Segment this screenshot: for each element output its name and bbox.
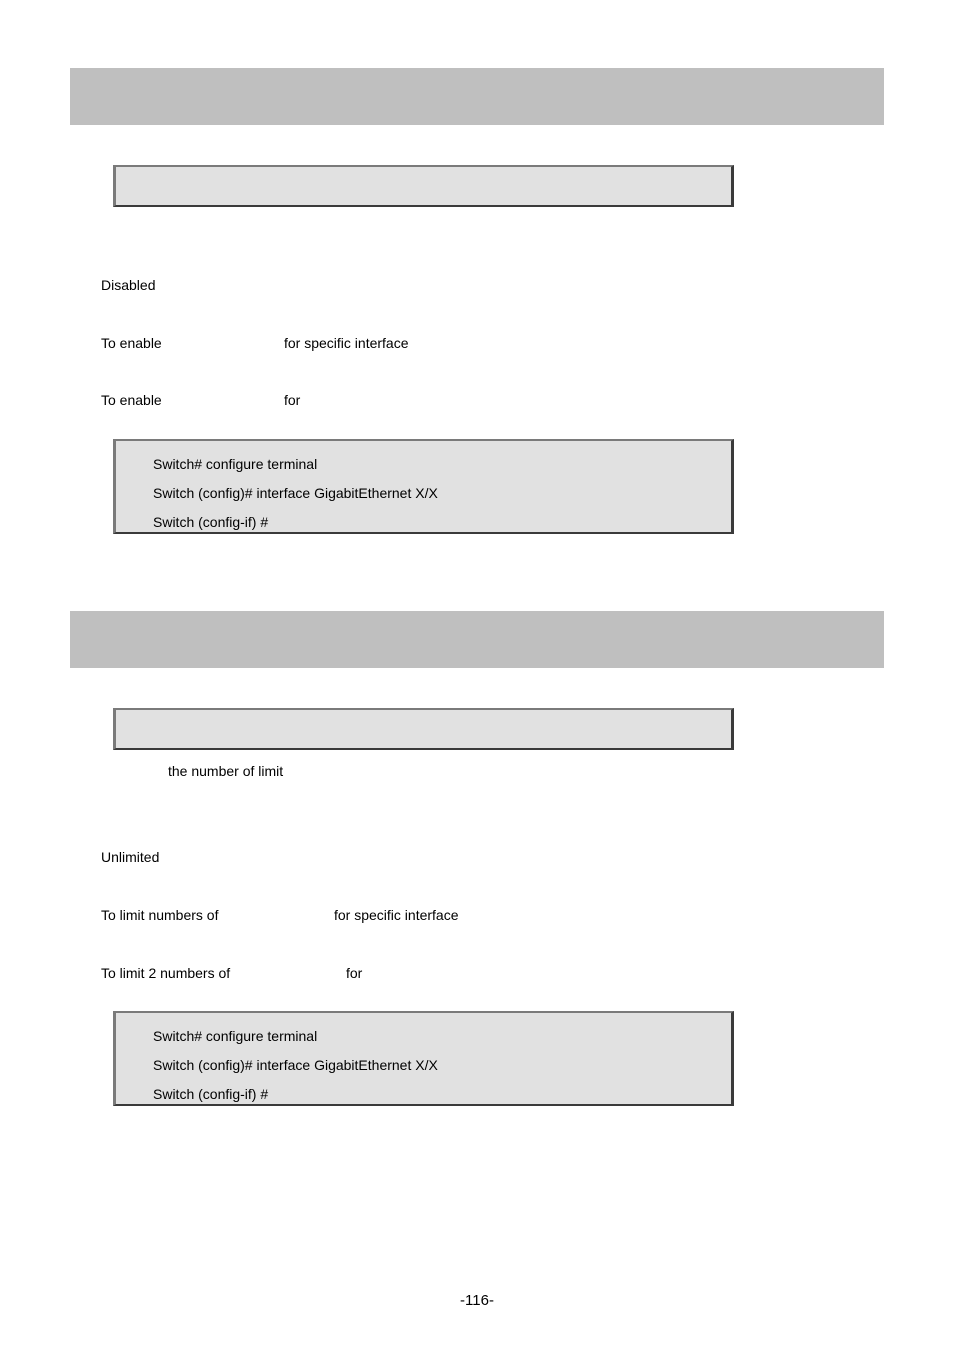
section2-default-value: Unlimited — [101, 849, 160, 865]
section2-parameter-desc: the number of limit — [168, 763, 284, 779]
section1-usage1-prefix: To enable — [101, 335, 162, 351]
section1-header-band — [70, 68, 884, 125]
section2-example-line-1: Switch# configure terminal — [153, 1028, 318, 1044]
page-number: -116- — [460, 1292, 494, 1309]
section1-usage2-suffix: for — [284, 392, 301, 408]
section1-usage1-suffix: for specific interface — [284, 335, 409, 351]
section2-example-line-2: Switch (config)# interface GigabitEthernet X/X — [153, 1057, 438, 1073]
section2-example-box — [113, 1011, 734, 1106]
section1-usage2-prefix: To enable — [101, 392, 162, 408]
section2-usage1-suffix: for specific interface — [334, 907, 459, 923]
section2-header-band — [70, 611, 884, 668]
section1-example-line-1: Switch# configure terminal — [153, 456, 318, 472]
section2-usage2-prefix: To limit 2 numbers of — [101, 965, 231, 981]
section1-example-line-3: Switch (config-if) # — [153, 514, 269, 530]
section2-syntax-box — [113, 708, 734, 750]
section1-syntax-box — [113, 165, 734, 207]
section1-default-value: Disabled — [101, 277, 156, 293]
section2-usage1-prefix: To limit numbers of — [101, 907, 219, 923]
section2-example-line-3: Switch (config-if) # — [153, 1086, 269, 1102]
section1-example-box — [113, 439, 734, 534]
section1-example-line-2: Switch (config)# interface GigabitEthernet X/X — [153, 485, 438, 501]
section2-usage2-suffix: for — [346, 965, 363, 981]
